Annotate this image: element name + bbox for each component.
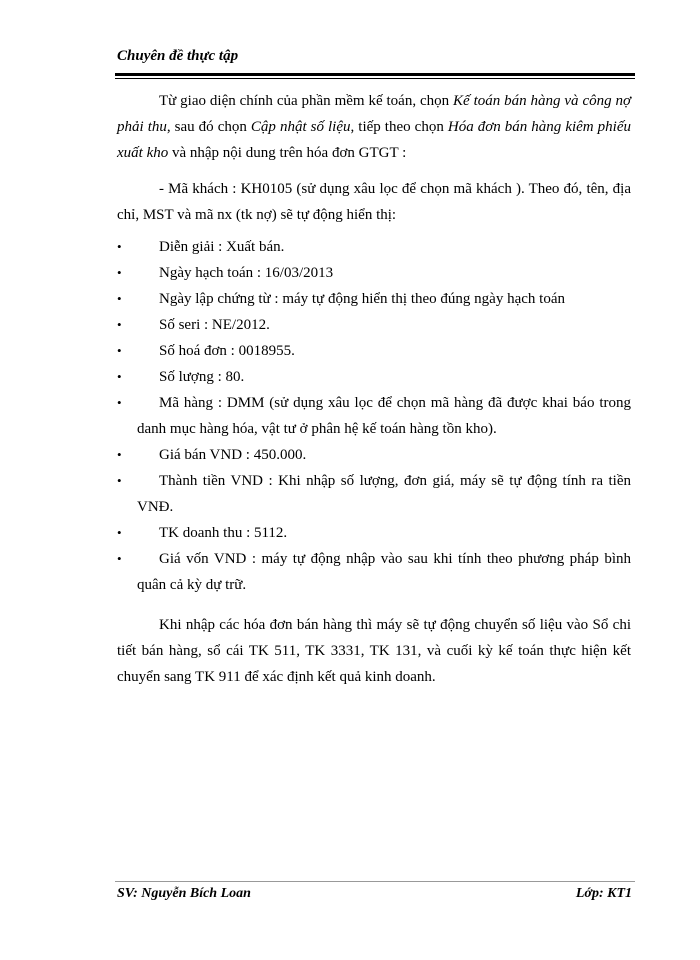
- list-item: • Số hoá đơn : 0018955.: [117, 343, 295, 359]
- field-list: [117, 234, 631, 598]
- header-title: Chuyên đề thực tập: [117, 48, 239, 64]
- footer-rule: [115, 881, 635, 882]
- list-item: • Ngày hạch toán : 16/03/2013: [117, 265, 334, 281]
- list-item: • TK doanh thu : 5112.: [117, 525, 288, 541]
- menu-path-1: Kế toán bán hàng và công nợ phải thu: [117, 93, 631, 135]
- closing-paragraph: Khi nhập các hóa đơn bán hàng thì máy sẽ tự động chuyển số liệu vào Sổ chi tiết bán hàng, sổ cái TK 511, TK 3331, TK 131, và cuối kỳ kế toán thực hiện kết chuyển sang TK 911 để xác định kết quả kinh doanh.: [117, 617, 631, 685]
- list-item: • Mã hàng : DMM (sử dụng xâu lọc để chọn mã hàng đã được khai báo trong danh mục hàng hóa, vật tư ở phân hệ kế toán hàng tồn kho).: [117, 395, 631, 437]
- list-item: • Giá bán VND : 450.000.: [117, 447, 307, 463]
- list-item: • Thành tiền VND : Khi nhập số lượng, đơn giá, máy sẽ tự động tính ra tiền VNĐ.: [117, 473, 631, 515]
- list-item: • Giá vốn VND : máy tự động nhập vào sau khi tính theo phương pháp bình quân cả kỳ dự trữ.: [117, 551, 631, 593]
- footer-student: SV: Nguyễn Bích Loan: [117, 886, 251, 901]
- list-item: • Ngày lập chứng từ : máy tự động hiển thị theo đúng ngày hạch toán: [117, 291, 565, 307]
- header-rule-thin: [115, 78, 635, 79]
- header-rule-thick: [115, 73, 635, 76]
- menu-path-2: Cập nhật số liệu: [250, 119, 351, 135]
- menu-path-3: Hóa đơn bán hàng kiêm phiếu xuất kho: [117, 119, 631, 161]
- document-body: [117, 88, 631, 690]
- list-item: • Số seri : NE/2012.: [117, 317, 270, 333]
- footer-class: Lớp: KT1: [575, 886, 632, 901]
- customer-paragraph: - Mã khách : KH0105 (sử dụng xâu lọc để chọn mã khách ). Theo đó, tên, địa chỉ, MST và mã nx (tk nợ) sẽ tự động hiển thị:: [117, 181, 631, 223]
- list-item: • Số lượng : 80.: [117, 369, 245, 385]
- list-item: • Diễn giải : Xuất bán.: [117, 239, 285, 255]
- intro-paragraph: Từ giao diện chính của phần mềm kế toán, chọn Kế toán bán hàng và công nợ phải thu, sau đó chọn Cập nhật số liệu, tiếp theo chọn Hóa đơn bán hàng kiêm phiếu xuất kho và nhập nội dung trên hóa đơn GTGT :: [117, 93, 631, 161]
